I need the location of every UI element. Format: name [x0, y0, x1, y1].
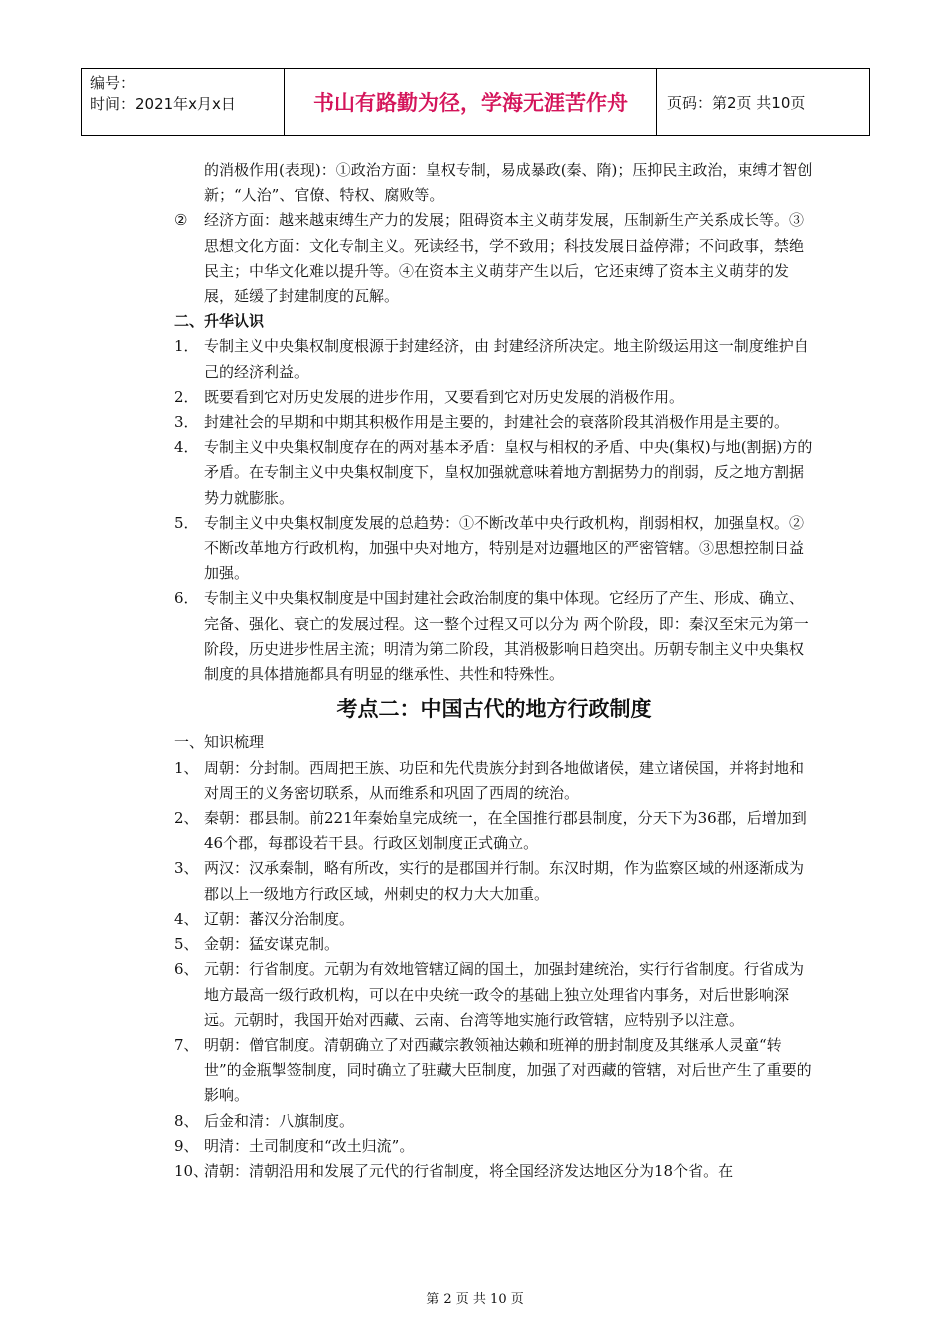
section-heading-sublimation: 二、升华认识 — [174, 312, 265, 331]
item-text: 既要看到它对历史发展的进步作用，又要看到它对历史发展的消极作用。 — [204, 387, 685, 406]
item-text: 专制主义中央集权制度是中国封建社会政治制度的集中体现。它经历了产生、形成、确立、完备、强化、衰亡的发展过程。这一整个过程又可以分为 两个阶段，即：秦汉至宋元为第一阶段，历史进步性居主流；明清为第二阶段，其消极影响日趋突出。历朝专制主义中央集权制度的具体措施都具有明显的继承性、共性和特殊性。 — [204, 589, 809, 684]
list-item — [174, 511, 814, 587]
page-footer: 第 2 页 共 10 页 — [426, 1292, 524, 1307]
header-motto: 书山有路勤为径，学海无涯苦作舟 — [285, 69, 657, 135]
item-text: 明朝：僧官制度。清朝确立了对西藏宗教领袖达赖和班禅的册封制度及其继承人灵童“转世”的金瓶掣签制度，同时确立了驻藏大臣制度，加强了对西藏的管辖，对后世产生了重要的影响。 — [204, 1035, 812, 1105]
list-item — [174, 410, 814, 435]
item-text: 封建社会的早期和中期其积极作用是主要的，封建社会的衰落阶段其消极作用是主要的。 — [204, 413, 790, 432]
header-meta — [82, 69, 285, 135]
item-number: 3． — [174, 413, 199, 432]
item-number: 3、 — [174, 859, 199, 878]
econ-text: 经济方面：越来越束缚生产力的发展；阻碍资本主义萌芽发展，压制新生产关系成长等。③思想文化方面：文化专制主义。死读经书，学不致用；科技发展日益停滞；不问政事，禁绝民主；中华文化难以提升等。④在资本主义萌芽产生以后，它还束缚了资本主义萌芽的发展，延缓了封建制度的瓦解。 — [204, 211, 805, 306]
chapter-title: 考点二：中国古代的地方行政制度 — [336, 697, 652, 722]
econ-marker: ② — [174, 211, 188, 230]
list-item — [174, 435, 814, 511]
item-number: 4． — [174, 438, 199, 457]
continuation-paragraph: 的消极作用(表现)：①政治方面：皇权专制，易成暴政(秦、隋)；压抑民主政治，束缚才智创新；“人治”、官僚、特权、腐败等。 — [204, 161, 813, 205]
list-item — [174, 907, 814, 932]
doc-number-label: 编号： — [90, 74, 136, 92]
item-text: 专制主义中央集权制度存在的两对基本矛盾：皇权与相权的矛盾、中央(集权)与地(割据)方的矛盾。在专制主义中央集权制度下，皇权加强就意味着地方割据势力的削弱，反之地方割据势力就膨胀。 — [204, 438, 813, 507]
document-body — [174, 158, 814, 1184]
item-number: 2． — [174, 387, 199, 406]
item-text: 金朝：猛安谋克制。 — [204, 935, 340, 954]
list-item — [174, 1134, 814, 1159]
list-item — [174, 586, 814, 687]
item-number: 9、 — [174, 1136, 199, 1155]
item-text: 周朝：分封制。西周把王族、功臣和先代贵族分封到各地做诸侯，建立诸侯国，并将封地和对周王的义务密切联系，从而维系和巩固了西周的统治。 — [204, 758, 805, 802]
list-item — [174, 334, 814, 384]
list-item — [174, 756, 814, 806]
item-number: 10、 — [174, 1161, 209, 1180]
list-item — [174, 1033, 814, 1109]
econ-paragraph — [174, 208, 814, 309]
header-page-label: 页码：第2页 共10页 — [667, 93, 806, 112]
list-item — [174, 1109, 814, 1134]
list-item — [174, 856, 814, 906]
item-text: 专制主义中央集权制度根源于封建经济，由 封建经济所决定。地主阶级运用这一制度维护自己的经济利益。 — [204, 337, 809, 381]
list-item — [174, 385, 814, 410]
item-text: 专制主义中央集权制度发展的总趋势：①不断改革中央行政机构，削弱相权，加强皇权。②不断改革地方行政机构，加强中央对地方，特别是对边疆地区的严密管辖。③思想控制日益加强。 — [204, 513, 805, 583]
item-number: 1． — [174, 337, 199, 356]
item-text: 后金和清：八旗制度。 — [204, 1111, 355, 1130]
item-text: 两汉：汉承秦制，略有所改，实行的是郡国并行制。东汉时期，作为监察区域的州逐渐成为郡以上一级地方行政区域，州刺史的权力大大加重。 — [204, 859, 805, 903]
item-number: 5、 — [174, 935, 199, 954]
item-text: 明清：土司制度和“改土归流”。 — [204, 1136, 415, 1155]
item-number: 7、 — [174, 1035, 199, 1054]
item-text: 辽朝：蕃汉分治制度。 — [204, 909, 355, 928]
list-item — [174, 1159, 814, 1184]
item-number: 4、 — [174, 909, 199, 928]
item-number: 6、 — [174, 960, 199, 979]
item-number: 2、 — [174, 809, 199, 828]
item-number: 5． — [174, 513, 199, 532]
item-text: 秦朝：郡县制。前221年秦始皇完成统一，在全国推行郡县制度，分天下为36郡，后增加到46个郡，每郡设若干县。行政区划制度正式确立。 — [204, 809, 807, 853]
item-text: 清朝：清朝沿用和发展了元代的行省制度，将全国经济发达地区分为18个省。在 — [204, 1161, 734, 1180]
list-item — [174, 932, 814, 957]
list-item — [174, 957, 814, 1033]
page-header — [81, 68, 870, 136]
doc-date-label: 时间：2021年x月x日 — [90, 95, 236, 113]
item-text: 元朝：行省制度。元朝为有效地管辖辽阔的国土，加强封建统治，实行行省制度。行省成为地方最高一级行政机构，可以在中央统一政令的基础上独立处理省内事务，对后世影响深远。元朝时，我国开始对西藏、云南、台湾等地实施行政管辖，应特别予以注意。 — [204, 960, 805, 1029]
item-number: 1、 — [174, 758, 199, 777]
section-heading-knowledge: 一、知识梳理 — [174, 733, 265, 752]
list-item — [174, 806, 814, 856]
item-number: 8、 — [174, 1111, 199, 1130]
item-number: 6． — [174, 589, 199, 608]
